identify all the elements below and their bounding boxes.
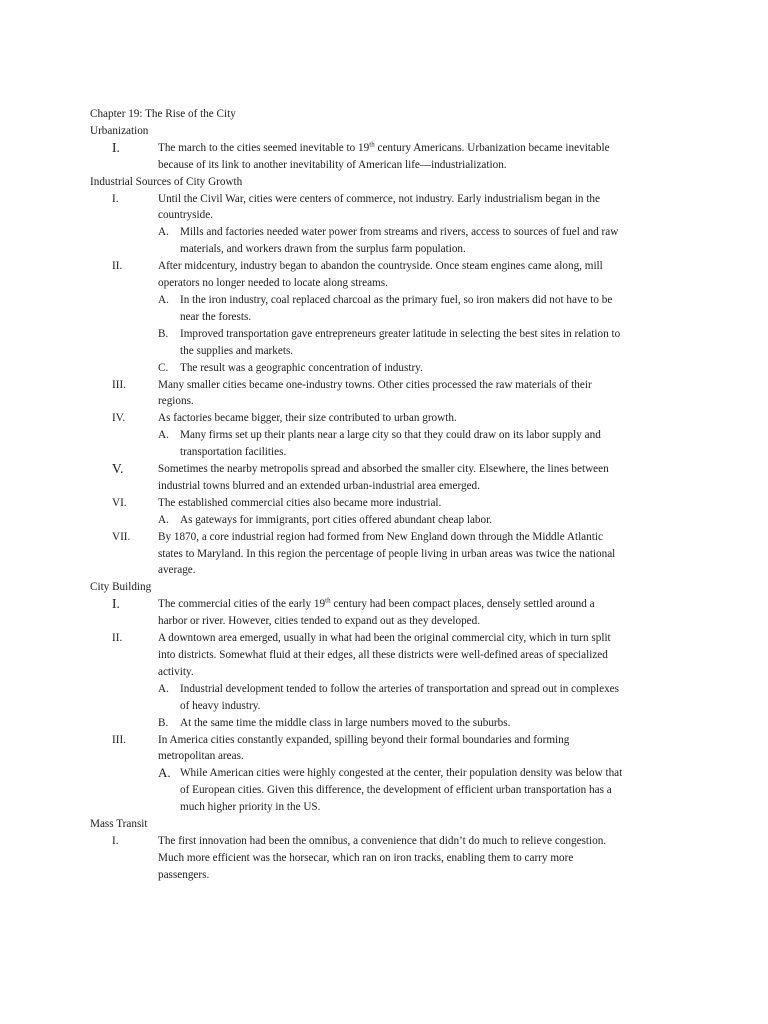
chapter-title: Chapter 19: The Rise of the City (90, 108, 236, 120)
text-fragment: The march to the cities seemed inevitable to 19 (158, 141, 370, 154)
outline-item (90, 495, 680, 512)
roman-numeral: II. (112, 632, 123, 645)
subitem-letter: A. (158, 226, 169, 239)
section-heading: Urbanization (90, 124, 149, 137)
text-line: A downtown area emerged, usually in what had been the original commercial city, which in turn split (158, 632, 611, 645)
outline-subitem (90, 512, 680, 529)
text-line: Sometimes the nearby metropolis spread and absorbed the smaller city. Elsewhere, the lines between (158, 463, 609, 476)
subitem-letter: A. (158, 765, 171, 781)
text-fragment: century Americans. Urbanization became inevitable (374, 141, 610, 154)
text-line: The first innovation had been the omnibus, a convenience that didn’t do much to relieve congestion. (158, 834, 607, 847)
subitem-letter: A. (158, 513, 169, 526)
roman-numeral: I. (112, 192, 119, 205)
roman-numeral: III. (112, 378, 126, 391)
text-line: Improved transportation gave entrepreneurs greater latitude in selecting the best sites in relation to (180, 327, 621, 340)
subitem-letter: C. (158, 361, 169, 374)
roman-numeral: II. (112, 260, 123, 273)
section-heading: Industrial Sources of City Growth (90, 175, 243, 188)
outline-item (90, 732, 680, 766)
subitem-letter: A. (158, 429, 169, 442)
text-line: of heavy industry. (180, 699, 261, 712)
text-line: near the forests. (180, 310, 252, 323)
outline-subitem (90, 292, 680, 326)
text-line: average. (158, 564, 196, 577)
text-line: While American cities were highly congested at the center, their population density was below that (180, 767, 623, 780)
text-line: Much more efficient was the horsecar, which ran on iron tracks, enabling them to carry more (158, 851, 574, 864)
text-line: By 1870, a core industrial region had formed from New England down through the Middle Atlantic (158, 530, 603, 543)
text-line: passengers. (158, 868, 210, 881)
text-line: countryside. (158, 209, 213, 222)
text-line: metropolitan areas. (158, 750, 244, 763)
text-line: materials, and workers drawn from the surplus farm population. (180, 243, 466, 256)
text-line: of European cities. Given this difference, the development of efficient urban transportation has a (180, 784, 612, 797)
text-line: much higher priority in the US. (180, 801, 321, 814)
text-line: activity. (158, 665, 194, 678)
superscript: th (325, 596, 331, 605)
outline-item (90, 191, 680, 225)
text-line: Many firms set up their plants near a large city so that they could draw on its labor supply and (180, 429, 601, 442)
text-line: the supplies and markets. (180, 344, 294, 357)
text-line: In America cities constantly expanded, spilling beyond their formal boundaries and forming (158, 733, 570, 746)
outline-subitem (90, 715, 680, 732)
roman-numeral: III. (112, 733, 126, 746)
text-line: Many smaller cities became one-industry towns. Other cities processed the raw materials of their (158, 378, 592, 391)
superscript: th (369, 140, 375, 149)
outline-item (90, 630, 680, 681)
outline-subitem (90, 326, 680, 360)
text-line: Industrial development tended to follow the arteries of transportation and spread out in complexes (180, 682, 619, 695)
roman-numeral: VI. (112, 496, 127, 509)
roman-numeral: VII. (112, 530, 131, 543)
outline-item (90, 461, 680, 495)
outline-subitem (90, 224, 680, 258)
text-line: Mills and factories needed water power from streams and rivers, access to sources of fuel and raw (180, 226, 619, 239)
outline-item (90, 377, 680, 411)
roman-numeral: I. (112, 834, 119, 847)
text-line: industrial towns blurred and an extended urban-industrial area emerged. (158, 479, 480, 492)
outline-item (90, 258, 680, 292)
roman-numeral: I. (112, 139, 120, 155)
subitem-letter: B. (158, 327, 169, 340)
section-heading: Mass Transit (90, 818, 148, 831)
outline-item (90, 529, 680, 580)
text-line: The established commercial cities also became more industrial. (158, 496, 442, 509)
roman-numeral: V. (112, 461, 124, 477)
outline-item (90, 596, 680, 630)
text-line: transportation facilities. (180, 446, 287, 459)
document-body (90, 106, 680, 884)
text-line: Until the Civil War, cities were centers of commerce, not industry. Early industrialism began in the (158, 192, 600, 205)
roman-numeral: IV. (112, 412, 126, 425)
outline-subitem (90, 681, 680, 715)
text-line: regions. (158, 395, 194, 408)
text-line (158, 140, 680, 157)
text-line: because of its link to another inevitability of American life—industrialization. (158, 158, 507, 171)
text-line: operators no longer needed to locate along streams. (158, 277, 388, 290)
text-fragment: century had been compact places, densely settled around a (330, 598, 595, 611)
outline-subitem (90, 360, 680, 377)
text-line: As gateways for immigrants, port cities offered abundant cheap labor. (180, 513, 493, 526)
outline-item (90, 140, 680, 174)
roman-numeral: I. (112, 596, 120, 612)
outline-subitem (90, 427, 680, 461)
section-heading: City Building (90, 581, 152, 594)
text-fragment: The commercial cities of the early 19 (158, 598, 326, 611)
outline-item (90, 410, 680, 427)
text-line: harbor or river. However, cities tended to expand out as they developed. (158, 615, 481, 628)
text-line: In the iron industry, coal replaced charcoal as the primary fuel, so iron makers did not have to be (180, 293, 613, 306)
text-line: After midcentury, industry began to abandon the countryside. Once steam engines came along, mill (158, 260, 603, 273)
subitem-letter: B. (158, 716, 169, 729)
text-line: The result was a geographic concentration of industry. (180, 361, 423, 374)
text-line (158, 596, 680, 613)
subitem-letter: A. (158, 293, 169, 306)
subitem-letter: A. (158, 682, 169, 695)
text-line: At the same time the middle class in large numbers moved to the suburbs. (180, 716, 511, 729)
text-line: states to Maryland. In this region the percentage of people living in urban areas was twice the national (158, 547, 616, 560)
text-line: As factories became bigger, their size contributed to urban growth. (158, 412, 457, 425)
outline-subitem (90, 765, 680, 816)
outline-item (90, 833, 680, 884)
text-line: into districts. Somewhat fluid at their edges, all these districts were well-defined areas of specialized (158, 649, 608, 661)
